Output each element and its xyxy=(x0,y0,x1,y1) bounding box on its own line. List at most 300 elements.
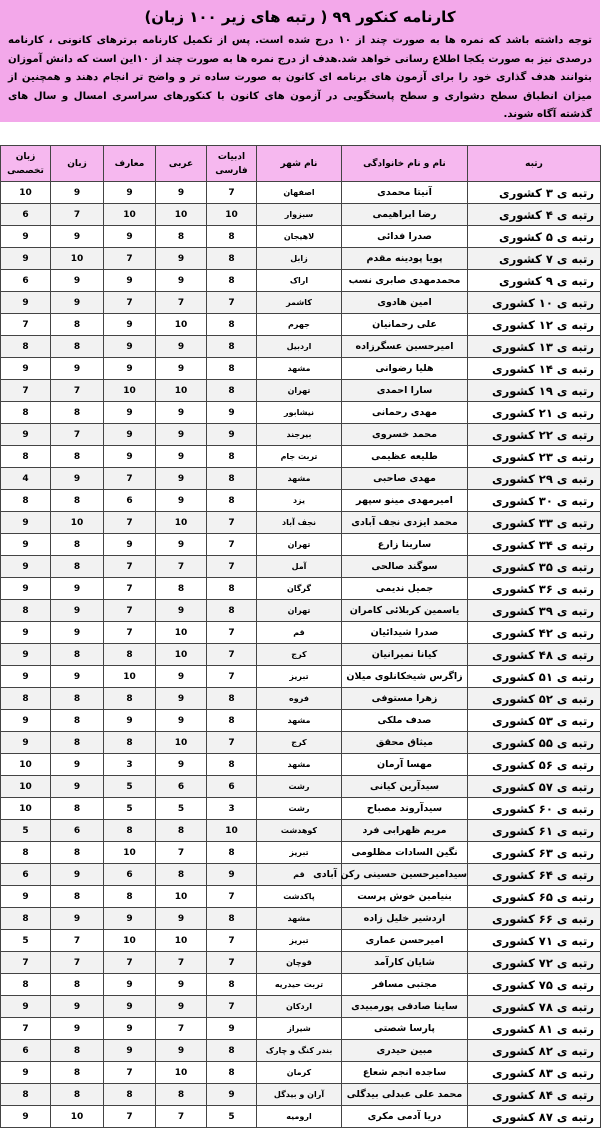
specialized-language-score: 6 xyxy=(1,1040,51,1062)
city-cell: قوچان xyxy=(257,952,342,974)
specialized-language-score: 8 xyxy=(1,402,51,424)
arabic-score: 9 xyxy=(156,490,207,512)
english-score: 9 xyxy=(51,622,104,644)
specialized-language-score: 8 xyxy=(1,1084,51,1106)
rank-cell: رتبه ی ۷۸ کشوری xyxy=(468,996,601,1018)
student-name-cell: طلیعه عظیمی xyxy=(342,446,468,468)
english-score: 8 xyxy=(51,336,104,358)
rank-cell: رتبه ی ۴۲ کشوری xyxy=(468,622,601,644)
english-score: 8 xyxy=(51,710,104,732)
specialized-language-score: 8 xyxy=(1,490,51,512)
rank-cell: رتبه ی ۴ کشوری xyxy=(468,204,601,226)
english-score: 8 xyxy=(51,842,104,864)
table-row xyxy=(1,402,601,424)
persian-literature-score: 8 xyxy=(207,226,257,248)
arabic-score: 8 xyxy=(156,820,207,842)
rank-cell: رتبه ی ۵۲ کشوری xyxy=(468,688,601,710)
city-cell: مشهد xyxy=(257,358,342,380)
city-cell: مشهد xyxy=(257,754,342,776)
city-cell: اردبیل xyxy=(257,336,342,358)
rank-cell: رتبه ی ۳۶ کشوری xyxy=(468,578,601,600)
city-cell: بندر کنگ و چارک xyxy=(257,1040,342,1062)
arabic-score: 9 xyxy=(156,270,207,292)
city-cell: نجف آباد xyxy=(257,512,342,534)
arabic-score: 10 xyxy=(156,886,207,908)
persian-literature-score: 10 xyxy=(207,204,257,226)
student-name-cell: محمد علی عبدلی بیدگلی xyxy=(342,1084,468,1106)
city-cell: ارومیه xyxy=(257,1106,342,1128)
city-cell: مشهد xyxy=(257,908,342,930)
table-row xyxy=(1,578,601,600)
religious-studies-score: 7 xyxy=(104,578,156,600)
persian-literature-score: 8 xyxy=(207,908,257,930)
persian-literature-score: 9 xyxy=(207,402,257,424)
english-score: 9 xyxy=(51,578,104,600)
specialized-language-score: 9 xyxy=(1,578,51,600)
english-score: 8 xyxy=(51,556,104,578)
student-name-cell: امیرحسن عماری xyxy=(342,930,468,952)
persian-literature-score: 8 xyxy=(207,1062,257,1084)
persian-literature-score: 7 xyxy=(207,512,257,534)
persian-literature-score: 7 xyxy=(207,182,257,204)
table-row xyxy=(1,644,601,666)
table-row xyxy=(1,930,601,952)
student-name-cell: سیدامیرحسین حسینی رکن آبادی xyxy=(342,864,468,886)
english-score: 7 xyxy=(51,424,104,446)
table-row xyxy=(1,952,601,974)
arabic-score: 7 xyxy=(156,556,207,578)
arabic-score: 9 xyxy=(156,688,207,710)
table-row xyxy=(1,754,601,776)
rank-cell: رتبه ی ۱۹ کشوری xyxy=(468,380,601,402)
city-cell: تربت جام xyxy=(257,446,342,468)
intro-text: توجه داشته باشد که نمره ها به صورت چند از ۱۰ درج شده است. پس از تکمیل کارنامه برترهای کانونی ، کارنامه درصدی نیز به صورت یکجا اطلاع رسانی خواهد شد.هدف از درج نمره ها به صورت چند از ۱۰این است که دانش آموزان بتوانند هدف گذاری خود را برای آزمون های برنامه ای کانون به صورت ساده تر و واضح تر انجام دهند و همچنین از میزان انطباق سطح دشواری و سطح پاسخگویی در آزمون های کانون با کنکورهای سراسری امسال و سال های گذشته آگاه شوند. xyxy=(8,35,592,120)
persian-literature-score: 7 xyxy=(207,996,257,1018)
arabic-score: 10 xyxy=(156,1062,207,1084)
specialized-language-score: 7 xyxy=(1,1018,51,1040)
specialized-language-score: 7 xyxy=(1,380,51,402)
persian-literature-score: 7 xyxy=(207,666,257,688)
persian-literature-score: 8 xyxy=(207,600,257,622)
student-name-cell: امیرمهدی مینو سپهر xyxy=(342,490,468,512)
table-row xyxy=(1,182,601,204)
religious-studies-score: 10 xyxy=(104,842,156,864)
city-cell: لاهیجان xyxy=(257,226,342,248)
column-header-persian-literature: ادبیات فارسی xyxy=(207,146,257,182)
specialized-language-score: 8 xyxy=(1,688,51,710)
religious-studies-score: 10 xyxy=(104,930,156,952)
city-cell: تهران xyxy=(257,534,342,556)
city-cell: گرگان xyxy=(257,578,342,600)
city-cell: قم xyxy=(257,622,342,644)
english-score: 10 xyxy=(51,1106,104,1128)
table-row xyxy=(1,204,601,226)
specialized-language-score: 6 xyxy=(1,270,51,292)
religious-studies-score: 9 xyxy=(104,974,156,996)
rank-cell: رتبه ی ۳ کشوری xyxy=(468,182,601,204)
arabic-score: 9 xyxy=(156,182,207,204)
rank-cell: رتبه ی ۲۲ کشوری xyxy=(468,424,601,446)
religious-studies-score: 7 xyxy=(104,952,156,974)
english-score: 9 xyxy=(51,292,104,314)
persian-literature-score: 8 xyxy=(207,380,257,402)
specialized-language-score: 7 xyxy=(1,952,51,974)
arabic-score: 7 xyxy=(156,842,207,864)
persian-literature-score: 7 xyxy=(207,622,257,644)
specialized-language-score: 10 xyxy=(1,182,51,204)
city-cell: تبریز xyxy=(257,930,342,952)
student-name-cell: مبین حیدری xyxy=(342,1040,468,1062)
religious-studies-score: 3 xyxy=(104,754,156,776)
persian-literature-score: 7 xyxy=(207,952,257,974)
persian-literature-score: 8 xyxy=(207,468,257,490)
city-cell: پاکدشت xyxy=(257,886,342,908)
rank-cell: رتبه ی ۵۶ کشوری xyxy=(468,754,601,776)
english-score: 9 xyxy=(51,776,104,798)
religious-studies-score: 9 xyxy=(104,710,156,732)
persian-literature-score: 7 xyxy=(207,534,257,556)
religious-studies-score: 5 xyxy=(104,798,156,820)
arabic-score: 8 xyxy=(156,1084,207,1106)
student-name-cell: سوگند صالحی xyxy=(342,556,468,578)
table-row xyxy=(1,270,601,292)
table-row xyxy=(1,1084,601,1106)
persian-literature-score: 3 xyxy=(207,798,257,820)
rank-cell: رتبه ی ۴۸ کشوری xyxy=(468,644,601,666)
table-row xyxy=(1,314,601,336)
religious-studies-score: 7 xyxy=(104,1062,156,1084)
specialized-language-score: 8 xyxy=(1,908,51,930)
rank-cell: رتبه ی ۶۳ کشوری xyxy=(468,842,601,864)
persian-literature-score: 8 xyxy=(207,1040,257,1062)
arabic-score: 5 xyxy=(156,798,207,820)
religious-studies-score: 9 xyxy=(104,996,156,1018)
persian-literature-score: 8 xyxy=(207,248,257,270)
arabic-score: 9 xyxy=(156,358,207,380)
religious-studies-score: 7 xyxy=(104,292,156,314)
persian-literature-score: 7 xyxy=(207,930,257,952)
persian-literature-score: 8 xyxy=(207,688,257,710)
arabic-score: 10 xyxy=(156,512,207,534)
persian-literature-score: 8 xyxy=(207,842,257,864)
table-row xyxy=(1,1040,601,1062)
persian-literature-score: 8 xyxy=(207,314,257,336)
city-cell: بیرجند xyxy=(257,424,342,446)
specialized-language-score: 9 xyxy=(1,248,51,270)
results-table-wrapper xyxy=(0,145,600,1128)
arabic-score: 7 xyxy=(156,1106,207,1128)
table-row xyxy=(1,248,601,270)
rank-cell: رتبه ی ۱۳ کشوری xyxy=(468,336,601,358)
rank-cell: رتبه ی ۷۲ کشوری xyxy=(468,952,601,974)
student-name-cell: شایان کارآمد xyxy=(342,952,468,974)
english-score: 8 xyxy=(51,886,104,908)
english-score: 9 xyxy=(51,468,104,490)
report-header xyxy=(0,0,600,122)
city-cell: نیشابور xyxy=(257,402,342,424)
rank-cell: رتبه ی ۵۳ کشوری xyxy=(468,710,601,732)
specialized-language-score: 5 xyxy=(1,820,51,842)
arabic-score: 6 xyxy=(156,776,207,798)
persian-literature-score: 8 xyxy=(207,336,257,358)
column-header-specialized-language: زبان تخصصی xyxy=(1,146,51,182)
persian-literature-score: 8 xyxy=(207,754,257,776)
arabic-score: 10 xyxy=(156,622,207,644)
student-name-cell: صدف ملکی xyxy=(342,710,468,732)
persian-literature-score: 8 xyxy=(207,358,257,380)
english-score: 8 xyxy=(51,402,104,424)
english-score: 7 xyxy=(51,930,104,952)
english-score: 7 xyxy=(51,380,104,402)
city-cell: کوهدشت xyxy=(257,820,342,842)
persian-literature-score: 7 xyxy=(207,556,257,578)
column-header-city: نام شهر xyxy=(257,146,342,182)
religious-studies-score: 7 xyxy=(104,248,156,270)
persian-literature-score: 7 xyxy=(207,292,257,314)
table-body xyxy=(1,182,601,1128)
religious-studies-score: 9 xyxy=(104,182,156,204)
english-score: 9 xyxy=(51,226,104,248)
arabic-score: 10 xyxy=(156,930,207,952)
rank-cell: رتبه ی ۹ کشوری xyxy=(468,270,601,292)
specialized-language-score: 9 xyxy=(1,996,51,1018)
persian-literature-score: 7 xyxy=(207,886,257,908)
persian-literature-score: 9 xyxy=(207,1084,257,1106)
rank-cell: رتبه ی ۶۰ کشوری xyxy=(468,798,601,820)
specialized-language-score: 9 xyxy=(1,710,51,732)
english-score: 9 xyxy=(51,908,104,930)
religious-studies-score: 9 xyxy=(104,270,156,292)
city-cell: کرج xyxy=(257,644,342,666)
student-name-cell: هلیا رضوانی xyxy=(342,358,468,380)
student-name-cell: صدرا شیدائیان xyxy=(342,622,468,644)
persian-literature-score: 8 xyxy=(207,446,257,468)
persian-literature-score: 9 xyxy=(207,424,257,446)
arabic-score: 8 xyxy=(156,864,207,886)
student-name-cell: مهدی رحمانی xyxy=(342,402,468,424)
student-name-cell: جمیل ندیمی xyxy=(342,578,468,600)
student-name-cell: اردشیر خلیل زاده xyxy=(342,908,468,930)
rank-cell: رتبه ی ۶۴ کشوری xyxy=(468,864,601,886)
rank-cell: رتبه ی ۲۹ کشوری xyxy=(468,468,601,490)
english-score: 8 xyxy=(51,490,104,512)
english-score: 9 xyxy=(51,666,104,688)
english-score: 8 xyxy=(51,798,104,820)
religious-studies-score: 10 xyxy=(104,666,156,688)
table-row xyxy=(1,776,601,798)
student-name-cell: رضا ابراهیمی xyxy=(342,204,468,226)
city-cell: قم xyxy=(257,864,342,886)
specialized-language-score: 9 xyxy=(1,512,51,534)
student-name-cell: زاگرس شیخکانلوی میلان xyxy=(342,666,468,688)
table-row xyxy=(1,292,601,314)
column-header-english: زبان xyxy=(51,146,104,182)
specialized-language-score: 9 xyxy=(1,226,51,248)
student-name-cell: آنیتا محمدی xyxy=(342,182,468,204)
column-header-name: نام و نام خانوادگی xyxy=(342,146,468,182)
specialized-language-score: 10 xyxy=(1,776,51,798)
city-cell: رشت xyxy=(257,798,342,820)
religious-studies-score: 8 xyxy=(104,820,156,842)
religious-studies-score: 9 xyxy=(104,226,156,248)
religious-studies-score: 9 xyxy=(104,1040,156,1062)
religious-studies-score: 7 xyxy=(104,556,156,578)
rank-cell: رتبه ی ۷۱ کشوری xyxy=(468,930,601,952)
specialized-language-score: 10 xyxy=(1,754,51,776)
religious-studies-score: 9 xyxy=(104,314,156,336)
religious-studies-score: 9 xyxy=(104,424,156,446)
arabic-score: 10 xyxy=(156,732,207,754)
city-cell: جهرم xyxy=(257,314,342,336)
arabic-score: 8 xyxy=(156,226,207,248)
english-score: 7 xyxy=(51,952,104,974)
religious-studies-score: 9 xyxy=(104,908,156,930)
table-row xyxy=(1,732,601,754)
table-row xyxy=(1,974,601,996)
student-name-cell: علی رحمانیان xyxy=(342,314,468,336)
english-score: 8 xyxy=(51,974,104,996)
city-cell: زابل xyxy=(257,248,342,270)
student-name-cell: پارسا شصتی xyxy=(342,1018,468,1040)
religious-studies-score: 9 xyxy=(104,402,156,424)
table-row xyxy=(1,666,601,688)
rank-cell: رتبه ی ۲۳ کشوری xyxy=(468,446,601,468)
specialized-language-score: 9 xyxy=(1,666,51,688)
rank-cell: رتبه ی ۱۲ کشوری xyxy=(468,314,601,336)
arabic-score: 7 xyxy=(156,952,207,974)
persian-literature-score: 9 xyxy=(207,864,257,886)
student-name-cell: سارا احمدی xyxy=(342,380,468,402)
english-score: 9 xyxy=(51,864,104,886)
english-score: 9 xyxy=(51,1018,104,1040)
persian-literature-score: 9 xyxy=(207,1018,257,1040)
religious-studies-score: 9 xyxy=(104,1018,156,1040)
specialized-language-score: 7 xyxy=(1,314,51,336)
student-name-cell: محمد ایزدی نجف آبادی xyxy=(342,512,468,534)
student-name-cell: مجتبی مسافر xyxy=(342,974,468,996)
religious-studies-score: 7 xyxy=(104,600,156,622)
religious-studies-score: 8 xyxy=(104,688,156,710)
persian-literature-score: 10 xyxy=(207,820,257,842)
student-name-cell: پویا پودینه مقدم xyxy=(342,248,468,270)
page-title: کارنامه کنکور ۹۹ ( رتبه های زیر ۱۰۰ زبان) xyxy=(144,8,456,26)
arabic-score: 10 xyxy=(156,204,207,226)
table-row xyxy=(1,908,601,930)
city-cell: اردکان xyxy=(257,996,342,1018)
rank-cell: رتبه ی ۸۱ کشوری xyxy=(468,1018,601,1040)
rank-cell: رتبه ی ۶۵ کشوری xyxy=(468,886,601,908)
student-name-cell: مریم ظهرابی فرد xyxy=(342,820,468,842)
student-name-cell: سارینا زارع xyxy=(342,534,468,556)
religious-studies-score: 8 xyxy=(104,886,156,908)
city-cell: کاشمر xyxy=(257,292,342,314)
english-score: 7 xyxy=(51,204,104,226)
religious-studies-score: 10 xyxy=(104,380,156,402)
rank-cell: رتبه ی ۸۴ کشوری xyxy=(468,1084,601,1106)
religious-studies-score: 8 xyxy=(104,644,156,666)
persian-literature-score: 8 xyxy=(207,270,257,292)
table-row xyxy=(1,820,601,842)
rank-cell: رتبه ی ۵ کشوری xyxy=(468,226,601,248)
religious-studies-score: 9 xyxy=(104,446,156,468)
specialized-language-score: 8 xyxy=(1,842,51,864)
english-score: 9 xyxy=(51,754,104,776)
arabic-score: 9 xyxy=(156,402,207,424)
table-row xyxy=(1,446,601,468)
rank-cell: رتبه ی ۸۷ کشوری xyxy=(468,1106,601,1128)
arabic-score: 7 xyxy=(156,292,207,314)
student-name-cell: سیدآرین کیانی xyxy=(342,776,468,798)
student-name-cell: بنیامین خوش پرست xyxy=(342,886,468,908)
religious-studies-score: 9 xyxy=(104,336,156,358)
religious-studies-score: 7 xyxy=(104,622,156,644)
religious-studies-score: 6 xyxy=(104,490,156,512)
arabic-score: 7 xyxy=(156,1018,207,1040)
arabic-score: 9 xyxy=(156,534,207,556)
city-cell: تبریز xyxy=(257,842,342,864)
arabic-score: 9 xyxy=(156,710,207,732)
city-cell: شیراز xyxy=(257,1018,342,1040)
city-cell: تهران xyxy=(257,380,342,402)
table-row xyxy=(1,710,601,732)
table-row xyxy=(1,798,601,820)
english-score: 6 xyxy=(51,820,104,842)
city-cell: سبزوار xyxy=(257,204,342,226)
specialized-language-score: 9 xyxy=(1,556,51,578)
table-row xyxy=(1,688,601,710)
results-table xyxy=(0,145,601,1128)
city-cell: اراک xyxy=(257,270,342,292)
city-cell: یزد xyxy=(257,490,342,512)
student-name-cell: محمد خسروی xyxy=(342,424,468,446)
table-row xyxy=(1,358,601,380)
arabic-score: 9 xyxy=(156,666,207,688)
table-header-row xyxy=(1,146,601,182)
specialized-language-score: 6 xyxy=(1,204,51,226)
student-name-cell: میثاق محقق xyxy=(342,732,468,754)
table-row xyxy=(1,468,601,490)
specialized-language-score: 9 xyxy=(1,424,51,446)
religious-studies-score: 5 xyxy=(104,776,156,798)
city-cell: کرج xyxy=(257,732,342,754)
city-cell: تهران xyxy=(257,600,342,622)
persian-literature-score: 6 xyxy=(207,776,257,798)
student-name-cell: دریا آدمی مکری xyxy=(342,1106,468,1128)
specialized-language-score: 10 xyxy=(1,798,51,820)
religious-studies-score: 8 xyxy=(104,1084,156,1106)
specialized-language-score: 9 xyxy=(1,644,51,666)
arabic-score: 9 xyxy=(156,908,207,930)
english-score: 9 xyxy=(51,358,104,380)
specialized-language-score: 9 xyxy=(1,358,51,380)
arabic-score: 10 xyxy=(156,380,207,402)
persian-literature-score: 8 xyxy=(207,578,257,600)
english-score: 9 xyxy=(51,270,104,292)
english-score: 9 xyxy=(51,996,104,1018)
english-score: 10 xyxy=(51,248,104,270)
city-cell: تربت حیدریه xyxy=(257,974,342,996)
city-cell: اصفهان xyxy=(257,182,342,204)
rank-cell: رتبه ی ۶۶ کشوری xyxy=(468,908,601,930)
table-row xyxy=(1,380,601,402)
specialized-language-score: 6 xyxy=(1,864,51,886)
rank-cell: رتبه ی ۳۳ کشوری xyxy=(468,512,601,534)
religious-studies-score: 7 xyxy=(104,1106,156,1128)
table-row xyxy=(1,842,601,864)
city-cell: رشت xyxy=(257,776,342,798)
english-score: 8 xyxy=(51,1084,104,1106)
specialized-language-score: 9 xyxy=(1,534,51,556)
